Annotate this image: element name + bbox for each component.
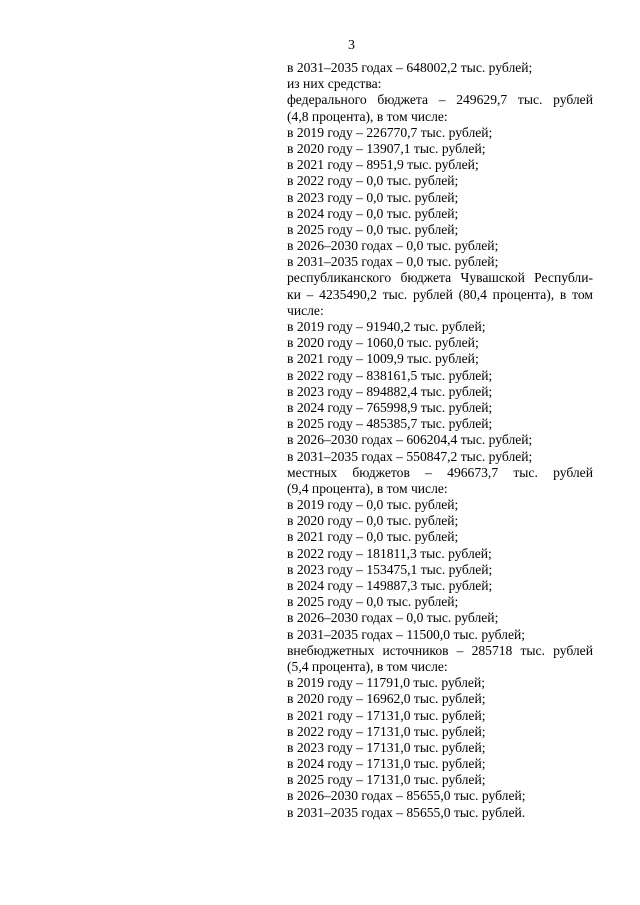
text-line: ки – 4235490,2 тыс. рублей (80,4 процента), в том xyxy=(287,286,593,302)
text-line: в 2025 году – 485385,7 тыс. рублей; xyxy=(287,416,493,432)
text-line: в 2022 году – 181811,3 тыс. рублей; xyxy=(287,545,492,561)
text-line: местных бюджетов – 496673,7 тыс. рублей xyxy=(287,464,593,480)
text-line: в 2026–2030 годах – 0,0 тыс. рублей; xyxy=(287,610,499,626)
text-line: в 2031–2035 годах – 648002,2 тыс. рублей; xyxy=(287,60,533,75)
text-line: в 2023 году – 0,0 тыс. рублей; xyxy=(287,189,459,205)
text-line: в 2020 году – 13907,1 тыс. рублей; xyxy=(287,140,486,156)
text-line: федерального бюджета – 249629,7 тыс. рублей xyxy=(287,92,593,108)
text-line: в 2024 году – 0,0 тыс. рублей; xyxy=(287,205,459,221)
text-line: в 2031–2035 годах – 85655,0 тыс. рублей. xyxy=(287,804,526,820)
text-line: в 2031–2035 годах – 0,0 тыс. рублей; xyxy=(287,254,499,270)
funding-text-block xyxy=(287,60,593,821)
text-line: в 2022 году – 838161,5 тыс. рублей; xyxy=(287,367,493,383)
text-line: в 2026–2030 годах – 606204,4 тыс. рублей; xyxy=(287,432,533,448)
text-line: в 2031–2035 годах – 11500,0 тыс. рублей; xyxy=(287,626,526,642)
text-line: в 2023 году – 17131,0 тыс. рублей; xyxy=(287,739,486,755)
text-line: в 2019 году – 11791,0 тыс. рублей; xyxy=(287,675,486,691)
text-line: в 2019 году – 226770,7 тыс. рублей; xyxy=(287,124,493,140)
text-line: в 2021 году – 0,0 тыс. рублей; xyxy=(287,529,459,545)
text-line: в 2021 году – 17131,0 тыс. рублей; xyxy=(287,707,486,723)
text-line: в 2026–2030 годах – 85655,0 тыс. рублей; xyxy=(287,788,526,804)
text-line: в 2025 году – 17131,0 тыс. рублей; xyxy=(287,772,486,788)
text-line: в 2023 году – 894882,4 тыс. рублей; xyxy=(287,383,493,399)
text-line: в 2019 году – 91940,2 тыс. рублей; xyxy=(287,319,486,334)
text-line: (5,4 процента), в том числе: xyxy=(287,658,448,674)
text-line: в 2020 году – 1060,0 тыс. рублей; xyxy=(287,335,479,351)
text-line: в 2021 году – 1009,9 тыс. рублей; xyxy=(287,351,479,367)
page-number: 3 xyxy=(348,38,355,53)
text-line: в 2024 году – 149887,3 тыс. рублей; xyxy=(287,578,493,593)
text-line: (4,8 процента), в том числе: xyxy=(287,108,448,124)
text-line: в 2023 году – 153475,1 тыс. рублей; xyxy=(287,561,493,577)
text-line: в 2026–2030 годах – 0,0 тыс. рублей; xyxy=(287,238,499,254)
text-line: в 2020 году – 16962,0 тыс. рублей; xyxy=(287,691,486,707)
text-line: в 2025 году – 0,0 тыс. рублей; xyxy=(287,594,459,610)
text-line: республиканского бюджета Чувашской Республи- xyxy=(287,270,593,286)
text-line: числе: xyxy=(287,302,324,318)
text-line: в 2025 году – 0,0 тыс. рублей; xyxy=(287,221,459,237)
text-line: в 2024 году – 17131,0 тыс. рублей; xyxy=(287,756,486,772)
text-line: (9,4 процента), в том числе: xyxy=(287,480,448,496)
text-line: в 2021 году – 8951,9 тыс. рублей; xyxy=(287,157,479,173)
text-line: в 2019 году – 0,0 тыс. рублей; xyxy=(287,497,459,513)
text-line: из них средства: xyxy=(287,76,382,92)
text-line: внебюджетных источников – 285718 тыс. рублей xyxy=(287,642,593,658)
text-line: в 2020 году – 0,0 тыс. рублей; xyxy=(287,513,459,529)
text-line: в 2022 году – 17131,0 тыс. рублей; xyxy=(287,723,486,739)
text-line: в 2031–2035 годах – 550847,2 тыс. рублей; xyxy=(287,448,533,464)
text-line: в 2022 году – 0,0 тыс. рублей; xyxy=(287,173,459,189)
text-line: в 2024 году – 765998,9 тыс. рублей; xyxy=(287,399,493,415)
